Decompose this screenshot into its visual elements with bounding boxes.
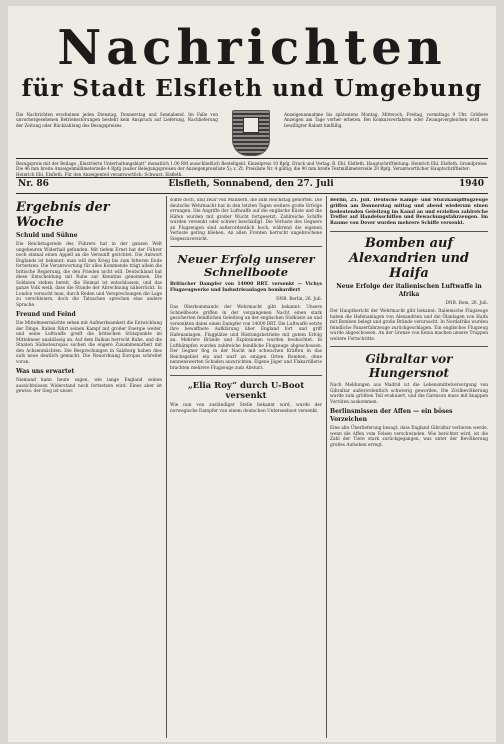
- divider: [330, 231, 488, 232]
- masthead: [18, 16, 486, 111]
- article-body: Niemand kann heute sagen, wie lange England seinen aussichtslosen Widerstand noch fortsetzen wird. Eines aber ist gewiss: der Sieg ist unser.: [16, 378, 162, 394]
- column-divider: [326, 196, 327, 738]
- article-subheading: Berlinsmissen der Affen — ein böses Vorzeichen: [330, 408, 453, 424]
- masthead-subtitle: für Stadt Elsfleth und Umgebung: [21, 75, 483, 102]
- article-subheading: Neue Erfolge der italienischen Luftwaffe in Afrika: [336, 282, 482, 298]
- article-heading: Gibraltar vor Hungersnot: [365, 352, 453, 381]
- publication-info-left: Die Nachrichten erscheinen jeden Dienstag, Donnerstag und Sonnabend. Im Falle von unvorhergesehenen Betriebsstörungen besteht kein Anspruch auf Lieferung, Nachlieferung der Zeitung oder Rückzahlung des Bezugspreises.: [16, 112, 218, 128]
- article-heading: Neuer Erfolg unserer Schnellboote: [177, 252, 315, 279]
- article-body: Nach Meldungen aus Madrid ist die Lebensmittelversorgung von Gibraltar außerordentlich schwierig geworden. Die Zivilbevölkerung wurde zum größten Teil evakuiert, und die Garnison muss mit knappen Vorräten auskommen.: [330, 383, 488, 405]
- article-body: Eine alte Überlieferung besagt, dass England Gibraltar verlieren werde, wenn die Affen vom Felsen verschwinden. Wie berichtet wird, ist die Zahl der Tiere stark zurückgegangen, was unter der Bevölkerung großes Aufsehen erregt.: [330, 426, 488, 448]
- divider: [330, 346, 488, 347]
- article-lead: Britischer Dampfer von 14000 BRT. versenkt — Vichys Flugzeugwerke und Industrieanlagen bombardiert: [170, 282, 322, 293]
- issue-date: Elsfleth, Sonnabend, den 27. Juli: [168, 179, 334, 189]
- article-body: Der Hauptbericht der Wehrmacht gibt bekannt: Italienische Flugzeuge haben die Hafenanlagen von Alexandrien und die Ölanlagen von Haifa mit Bomben belegt und große Brände verursacht. In Nordafrika wurden feindliche Panzerfahrzeuge zurückgeschlagen. Ein englisches Flugzeug wurde abgeschossen. An der Grenze von Kenia machen unsere Truppen weitere Fortschritte.: [330, 309, 488, 342]
- article-body: Das Oberkommando der Wehrmacht gibt bekannt: Unsere Schnellboote griffen in der vergangenen Nacht einen stark gesicherten feindlichen Geleitzug an der englischen Südküste an und versenkten dabei einen Dampfer von 14000 BRT. Die Luftwaffe setzte ihre bewaffnete Aufklärung über England fort und griff Hafenanlagen, Flugplätze und Rüstungsbetriebe mit gutem Erfolg an. Mehrere Brände und Explosionen wurden beobachtet. In Luftkämpfen wurden zahlreiche feindliche Flugzeuge abgeschossen. Der Gegner flog in der Nacht mit schwachen Kräften in das Reichsgebiet ein und warf an einigen Orten Bomben, ohne nennenswerten Schaden anzurichten. Eigene Jäger und Flakartillerie brachten mehrere Flugzeuge zum Absturz.: [170, 305, 322, 371]
- article-subheading: Freund und Feind: [16, 311, 76, 318]
- article-body: Die Mittelmeermächte sehen mit Aufmerksamkeit die Entwicklung der Dinge. Italien führt seinen Kampf mit großer Energie weiter, und seine Luftwaffe greift die britischen Stützpunkte im Mittelmeer unablässig an. Auf dem Balkan herrscht Ruhe, und die Staaten Südosteuropas suchen die engere Zusammenarbeit mit den Achsenmächten. Die Besprechungen in Salzburg haben dies aufs neue deutlich gemacht. Die Neuordnung Europas schreitet voran.: [16, 321, 162, 365]
- publication-info-right: Anzeigenannahme bis spätestens Montag, Mittwoch, Freitag, vormittags 9 Uhr. Größere Anzeigen am Tage vorher erbeten. Bei Konkursverfahren oder Zwangsvergleichen wird ein bewilligter Rabatt hinfällig.: [284, 112, 488, 128]
- masthead-title: Nachrichten: [57, 20, 447, 76]
- divider: [170, 375, 322, 376]
- article-body: Die Reichstagsrede des Führers hat in der ganzen Welt ungeheuren Widerhall gefunden. Mit tiefem Ernst hat der Führer noch einmal einen Appell an die Vernunft gerichtet. Die Antwort Englands ist bekannt: man will den Krieg bis zum bitteren Ende fortsetzen. Die Verantwortung für alles Kommende trägt allein die britische Regierung, die den Frieden nicht will. Deutschland hat diese Entscheidung mit Ruhe zur Kenntnis genommen. Die Soldaten stehen bereit, die Heimat ist entschlossen, und das ganze Volk weiß, dass die Stunde der Abrechnung näherrückt. In London versucht man, durch Reden und Versprechungen die Lage zu verschleiern, doch die Tatsachen sprechen eine andere Sprache.: [16, 242, 162, 308]
- divider: [16, 177, 488, 178]
- issue-number: Nr. 86: [18, 179, 49, 189]
- column-2: [170, 198, 322, 736]
- article-heading: „Elia Roy“ durch U-Boot versenkt: [187, 381, 305, 402]
- divider: [16, 193, 488, 194]
- article-subheading: Was uns erwartet: [16, 368, 75, 375]
- issue-year: 1940: [458, 179, 484, 189]
- divider: [16, 158, 488, 159]
- article-lead: Berlin, 25. Juli. Deutsche Kampf- und Sturzkampfflugzeuge griffen am Donnerstag mittag und abend wiederum einen bedeutenden Geleitzug im Kanal an und erzielten zahlreiche Treffer auf Handelsschiffen und Bewachungsfahrzeugen. Im Raume von Dover wurden mehrere Schiffe versenkt.: [330, 198, 488, 227]
- subscription-info: Bezugspreis mit der Beilage „Illustrierte Unterhaltungsblatt“ monatlich 1.00 RM ausschließlich Bestellgeld. Einzelpreis 10 Rpfg. Druck und Verlag: B. Ehl, Elsfleth. Hauptschriftleitung: Heinrich Ehl, Elsfleth. Grundpreise: Die 46 mm breite Anzeigenmillimeterzeile 4 Rpfg (außer Belegungspreisen der Anzeigenpreisliste 5); z. Zt. Preisliste Nr. 4 gültig; die 90 mm breite Textmillimeterzeile 20 Rpfg. Verantwortlicher Hauptschriftleiter: Heinrich Ehl, Elsfleth. Für den Anzeigenteil verantwortlich: Schwarz, Elsfleth.: [16, 161, 488, 177]
- article-dateline: DNB. Berlin, 26. Juli.: [276, 296, 322, 302]
- newspaper-page: [8, 6, 496, 742]
- article-body: sollte doch, und zwar von Männern, die zum Reichstag gehörten. Die deutsche Wehrmacht hat in den letzten Tagen weitere große Erfolge errungen. Die Angriffe der Luftwaffe auf die englische Küste und die Häfen wurden mit großer Wucht fortgesetzt. Zahlreiche Schiffe wurden versenkt oder schwer beschädigt. Die Verluste des Gegners an Flugzeugen sind außerordentlich hoch, während die eigenen Verluste gering blieben. An allen Fronten herrscht ungebrochene Siegeszuversicht.: [170, 198, 322, 242]
- column-3: [330, 198, 488, 736]
- article-heading: Bomben auf Alexandrien und Haifa: [348, 235, 470, 281]
- coat-of-arms-icon: [232, 110, 270, 156]
- article-heading: Ergebnis der Woche: [16, 200, 110, 230]
- article-subheading: Schuld und Sühne: [16, 232, 78, 239]
- dateline: [18, 179, 484, 191]
- column-divider: [166, 196, 167, 738]
- divider: [170, 246, 322, 247]
- column-1: [16, 198, 162, 736]
- article-dateline: DNB. Rom, 26. Juli.: [445, 300, 488, 306]
- article-body: Wie nun von zuständiger Stelle bekannt wird, wurde der norwegische Dampfer von einem deutschen Unterseeboot versenkt.: [170, 403, 322, 414]
